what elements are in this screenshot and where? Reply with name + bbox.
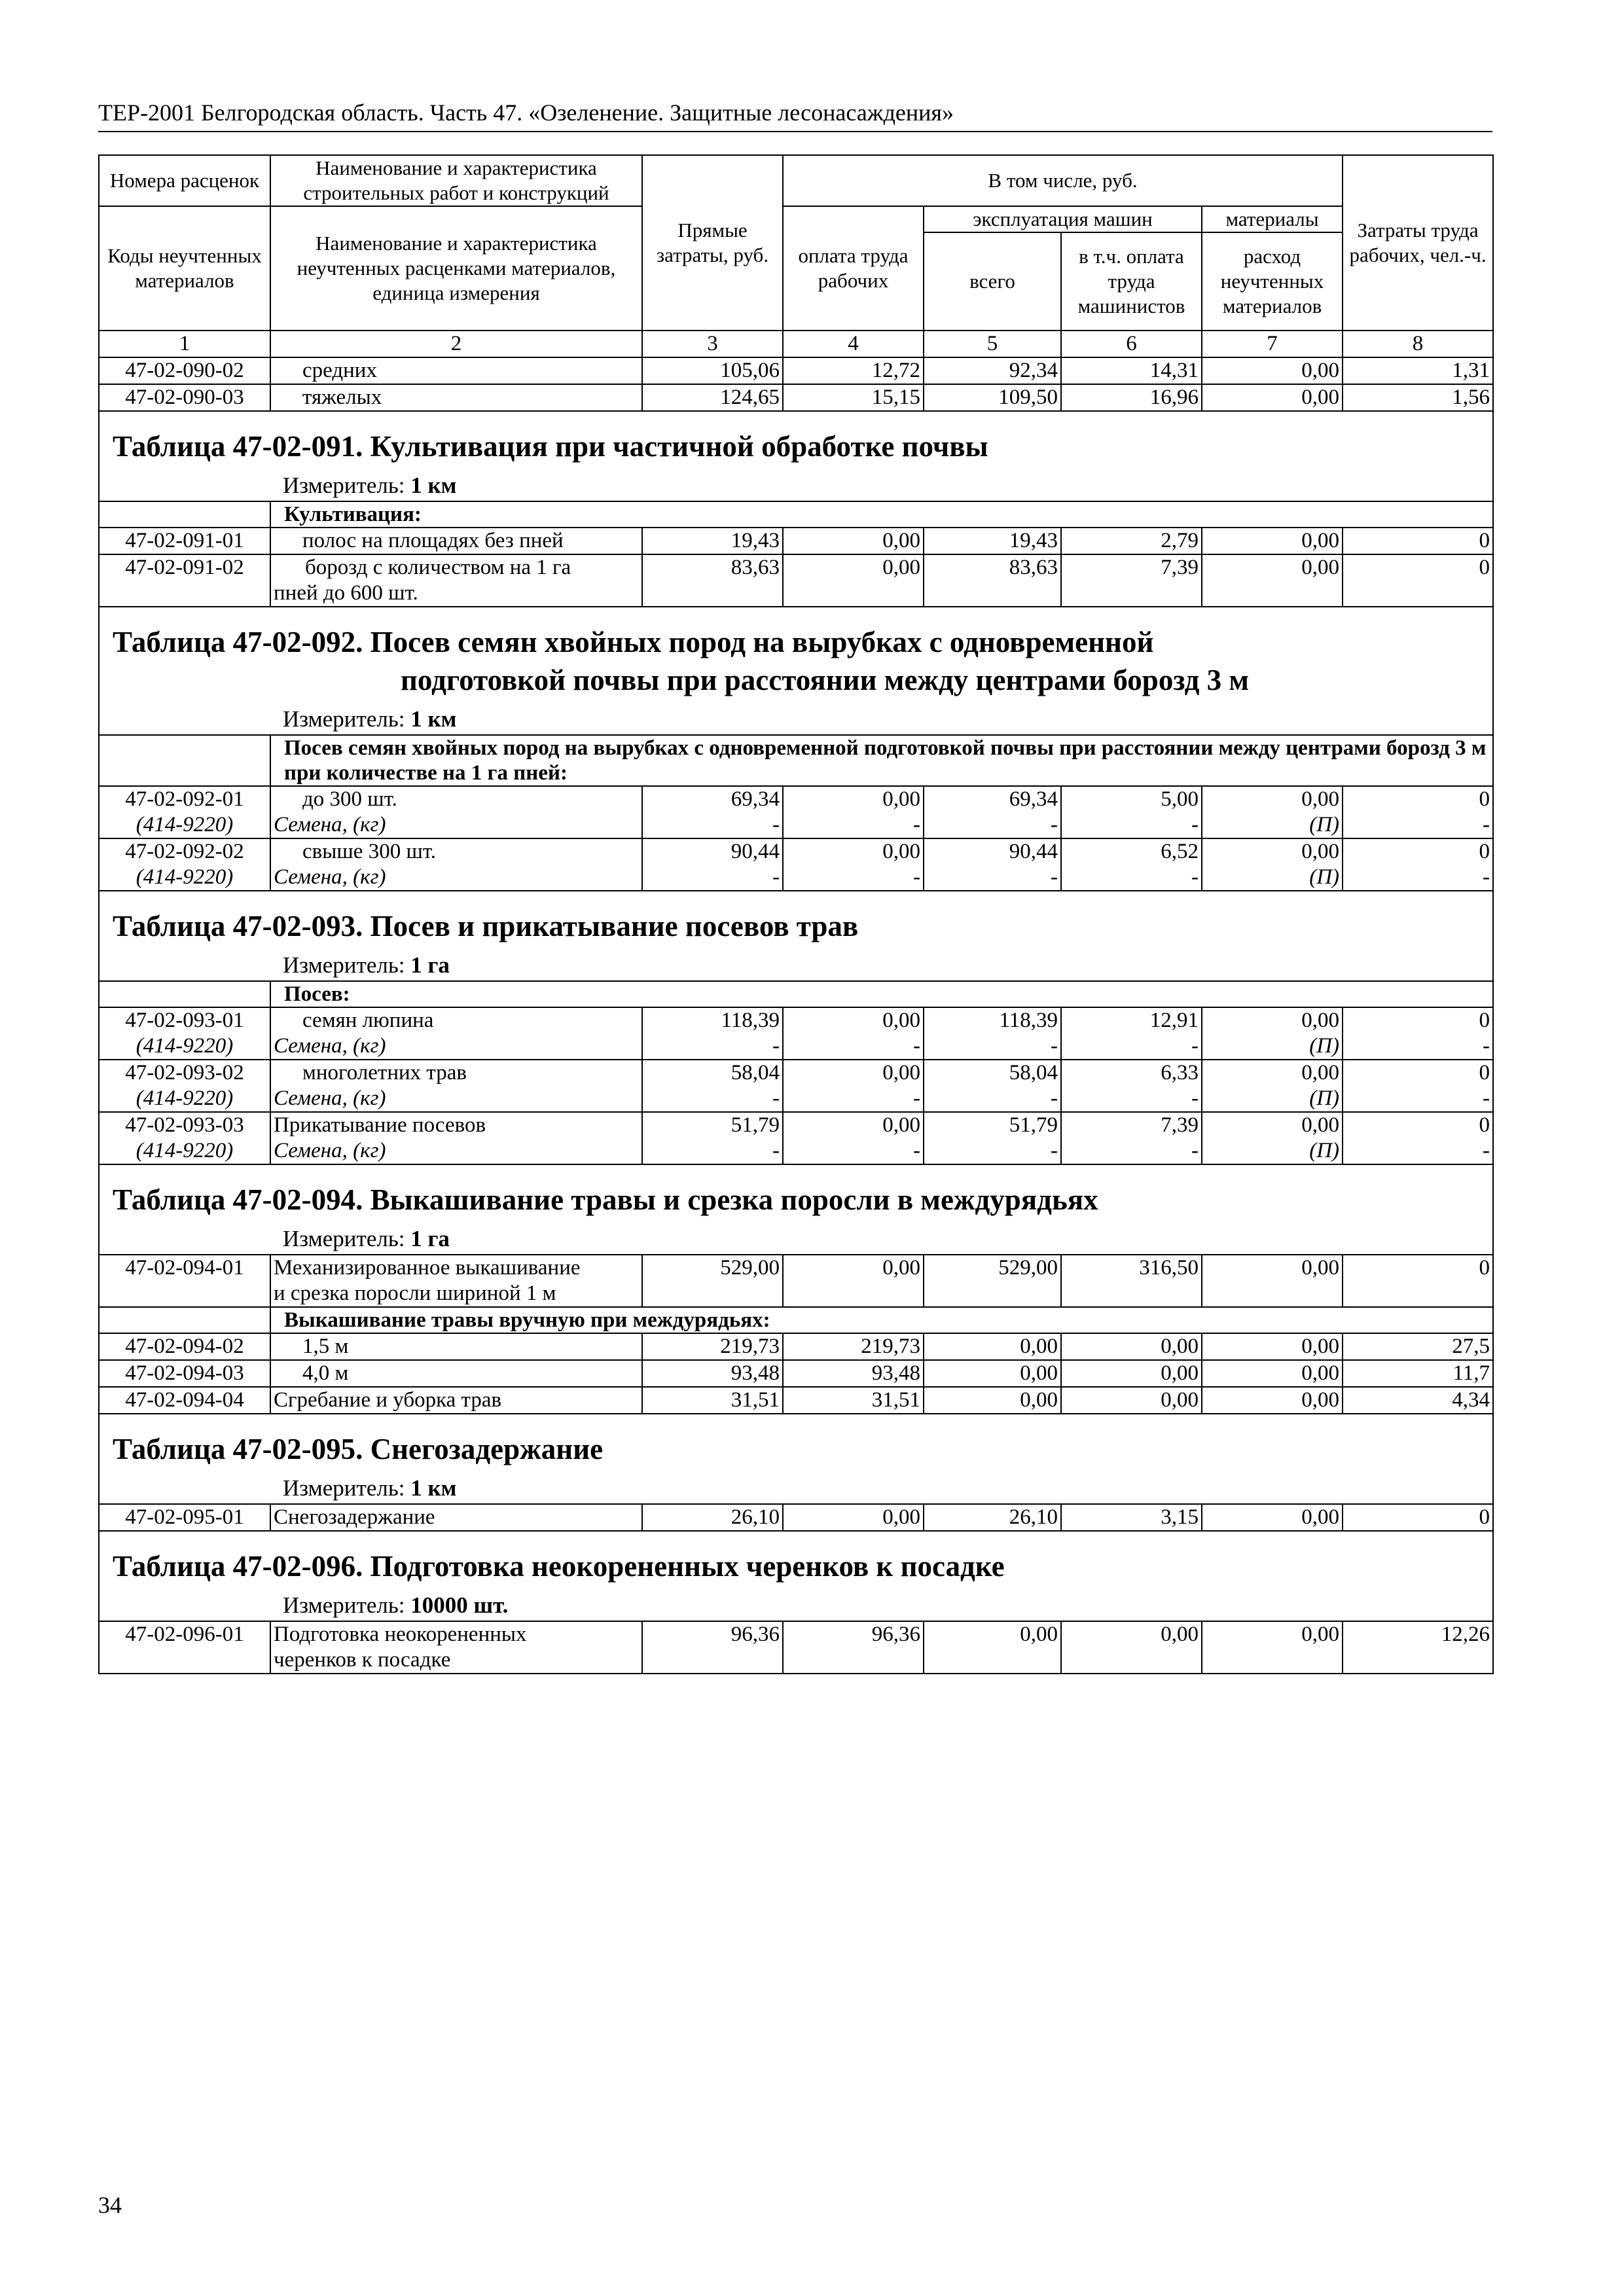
rate-code: 47-02-093-03 (414-9220) bbox=[99, 1112, 270, 1164]
cell-value: 0,00 bbox=[783, 528, 924, 554]
rate-name: Подготовка неокорененных черенков к посадке bbox=[270, 1621, 642, 1674]
cell-value: 219,73 bbox=[642, 1333, 783, 1360]
cell-value: 118,39 - bbox=[642, 1007, 783, 1060]
col7-header: расход неучтенных материалов bbox=[1202, 232, 1343, 331]
header-row-1 bbox=[99, 155, 1493, 206]
rate-code: 47-02-090-03 bbox=[99, 384, 270, 411]
group-row bbox=[99, 501, 1493, 528]
material-code: (414-9220) bbox=[135, 1139, 234, 1162]
cell-value: 0,00 (П) bbox=[1202, 786, 1343, 838]
rate-code: 47-02-091-01 bbox=[99, 528, 270, 554]
cell-value: 19,43 bbox=[924, 528, 1061, 554]
material-code: (414-9220) bbox=[135, 1086, 234, 1110]
cell-value: 0,00 (П) bbox=[1202, 838, 1343, 891]
rate-code: 47-02-093-02 (414-9220) bbox=[99, 1060, 270, 1112]
group-row bbox=[99, 1307, 1493, 1333]
material-name: Семена, (кг) bbox=[274, 865, 386, 889]
cell-value: 118,39 - bbox=[924, 1007, 1061, 1060]
table-row bbox=[99, 357, 1493, 384]
cell-value: 0,00 bbox=[1202, 1621, 1343, 1674]
cell-value: 0 bbox=[1343, 1255, 1493, 1307]
col8-header: Затраты труда рабочих, чел.-ч. bbox=[1343, 155, 1493, 331]
cell-value: 5,00 - bbox=[1061, 786, 1202, 838]
cell-value: 0,00 bbox=[1061, 1387, 1202, 1414]
col-number: 2 bbox=[270, 331, 642, 357]
table-row bbox=[99, 1333, 1493, 1360]
cell-value: 31,51 bbox=[783, 1387, 924, 1414]
cell-value: 0,00 bbox=[1202, 1333, 1343, 1360]
table-title: Таблица 47-02-095. Снегозадержание bbox=[113, 1433, 604, 1465]
cell-value: 0 - bbox=[1343, 1060, 1493, 1112]
cell-value: 0 bbox=[1343, 554, 1493, 607]
cell-value: 83,63 bbox=[642, 554, 783, 607]
cell-value: 124,65 bbox=[642, 384, 783, 411]
meter-line: Измеритель: 10000 шт. bbox=[283, 1592, 509, 1618]
col-number: 6 bbox=[1061, 331, 1202, 357]
col1-header: Номера расценок bbox=[99, 155, 270, 206]
section-091 bbox=[99, 411, 1493, 501]
material-code: (414-9220) bbox=[135, 865, 234, 889]
table-row bbox=[99, 1504, 1493, 1531]
incl-header: В том числе, руб. bbox=[783, 155, 1343, 206]
group-row bbox=[99, 735, 1493, 786]
cell-value: 7,39 - bbox=[1061, 1112, 1202, 1164]
material-name: Семена, (кг) bbox=[274, 1139, 386, 1162]
col6-header: в т.ч. оплата труда машинистов bbox=[1061, 232, 1202, 331]
rate-name: Механизированное выкашивание и срезка поросли шириной 1 м bbox=[270, 1255, 642, 1307]
cell-value: 92,34 bbox=[924, 357, 1061, 384]
table-row bbox=[99, 1360, 1493, 1387]
header-row-2 bbox=[99, 206, 1493, 232]
material-name: Семена, (кг) bbox=[274, 813, 386, 836]
cell-value: 0,00 - bbox=[783, 786, 924, 838]
rate-name: средних bbox=[270, 357, 642, 384]
col-number: 3 bbox=[642, 331, 783, 357]
group-label: Выкашивание травы вручную при междурядьях: bbox=[270, 1307, 1493, 1333]
cell-value: 27,5 bbox=[1343, 1333, 1493, 1360]
cell-value: 0,00 - bbox=[783, 1007, 924, 1060]
cell-value: 0 - bbox=[1343, 838, 1493, 891]
col4-header: оплата труда рабочих bbox=[783, 206, 924, 331]
table-row bbox=[99, 1621, 1493, 1674]
cell-value: 31,51 bbox=[642, 1387, 783, 1414]
col-number: 5 bbox=[924, 331, 1061, 357]
meter-line: Измеритель: 1 км bbox=[283, 473, 457, 498]
table-title: Таблица 47-02-093. Посев и прикатывание посевов трав bbox=[113, 910, 859, 942]
rate-name: семян люпина Семена, (кг) bbox=[270, 1007, 642, 1060]
group-label: Культивация: bbox=[270, 501, 1493, 528]
cell-value: 90,44 - bbox=[642, 838, 783, 891]
cell-value: 90,44 - bbox=[924, 838, 1061, 891]
cell-value: 529,00 bbox=[924, 1255, 1061, 1307]
table-row bbox=[99, 1112, 1493, 1164]
rate-code: 47-02-094-04 bbox=[99, 1387, 270, 1414]
rate-name: до 300 шт. Семена, (кг) bbox=[270, 786, 642, 838]
meter-line: Измеритель: 1 га bbox=[283, 1226, 450, 1251]
cell-value: 0,00 - bbox=[783, 1112, 924, 1164]
cell-value: 0,00 bbox=[1061, 1621, 1202, 1674]
table-title: Таблица 47-02-096. Подготовка неокорененных черенков к посадке bbox=[113, 1550, 1005, 1583]
cell-value: 3,15 bbox=[1061, 1504, 1202, 1531]
page-header: ТЕР-2001 Белгородская область. Часть 47. «Озеленение. Защитные лесонасаждения» bbox=[98, 97, 1492, 132]
cell-value: 0,00 (П) bbox=[1202, 1007, 1343, 1060]
cell-value: 0,00 - bbox=[783, 1060, 924, 1112]
cell-value: 4,34 bbox=[1343, 1387, 1493, 1414]
cell-value: 19,43 bbox=[642, 528, 783, 554]
cell-value: 0,00 bbox=[924, 1360, 1061, 1387]
cell-value: 69,34 - bbox=[924, 786, 1061, 838]
cell-value: 0,00 bbox=[1202, 1360, 1343, 1387]
page-number: 34 bbox=[98, 2192, 122, 2218]
table-row bbox=[99, 838, 1493, 891]
rate-name: многолетних трав Семена, (кг) bbox=[270, 1060, 642, 1112]
col3-header: Прямые затраты, руб. bbox=[642, 155, 783, 331]
section-092 bbox=[99, 607, 1493, 735]
cell-value: 0 bbox=[1343, 528, 1493, 554]
rate-name: тяжелых bbox=[270, 384, 642, 411]
group-label: Посев: bbox=[270, 981, 1493, 1007]
table-row bbox=[99, 1255, 1493, 1307]
table-title: Таблица 47-02-092. Посев семян хвойных пород на вырубках с одновременной подготовкой почвы при расстоянии между центрами борозд 3 м bbox=[113, 626, 1250, 696]
column-numbers-row bbox=[99, 331, 1493, 357]
table-row bbox=[99, 1387, 1493, 1414]
section-094 bbox=[99, 1164, 1493, 1255]
rate-name: свыше 300 шт. Семена, (кг) bbox=[270, 838, 642, 891]
cell-value: 0 - bbox=[1343, 1007, 1493, 1060]
cell-value: 51,79 - bbox=[642, 1112, 783, 1164]
cell-value: 0,00 - bbox=[783, 838, 924, 891]
rate-name: Прикатывание посевов Семена, (кг) bbox=[270, 1112, 642, 1164]
rate-code: 47-02-094-02 bbox=[99, 1333, 270, 1360]
material-code: (414-9220) bbox=[135, 813, 234, 836]
machines-header: эксплуатация машин bbox=[924, 206, 1202, 232]
cell-value: 0 - bbox=[1343, 786, 1493, 838]
cell-value: 0 bbox=[1343, 1504, 1493, 1531]
cell-value: 12,26 bbox=[1343, 1621, 1493, 1674]
cell-value: 7,39 bbox=[1061, 554, 1202, 607]
material-code: (414-9220) bbox=[135, 1034, 234, 1058]
cell-value: 11,7 bbox=[1343, 1360, 1493, 1387]
cell-value: 2,79 bbox=[1061, 528, 1202, 554]
table-row bbox=[99, 1060, 1493, 1112]
rate-name: борозд с количеством на 1 га пней до 600 шт. bbox=[270, 554, 642, 607]
group-row bbox=[99, 981, 1493, 1007]
section-095 bbox=[99, 1414, 1493, 1504]
rate-name: 1,5 м bbox=[270, 1333, 642, 1360]
cell-value: 529,00 bbox=[642, 1255, 783, 1307]
cell-value: 0,00 bbox=[1061, 1360, 1202, 1387]
cell-value: 1,56 bbox=[1343, 384, 1493, 411]
rate-code: 47-02-092-01 (414-9220) bbox=[99, 786, 270, 838]
col5-header: всего bbox=[924, 232, 1061, 331]
col2-header: Наименование и характеристика строительных работ и конструкций bbox=[270, 155, 642, 206]
cell-value: 93,48 bbox=[642, 1360, 783, 1387]
cell-value: 0,00 bbox=[783, 1255, 924, 1307]
cell-value: 15,15 bbox=[783, 384, 924, 411]
cell-value: 12,72 bbox=[783, 357, 924, 384]
col1b-header: Коды неучтенных материалов bbox=[99, 206, 270, 331]
table-row bbox=[99, 384, 1493, 411]
cell-value: 0,00 bbox=[1202, 1387, 1343, 1414]
cell-value: 105,06 bbox=[642, 357, 783, 384]
rate-name: Снегозадержание bbox=[270, 1504, 642, 1531]
cell-value: 0,00 bbox=[1202, 384, 1343, 411]
cell-value: 1,31 bbox=[1343, 357, 1493, 384]
meter-line: Измеритель: 1 км bbox=[283, 1475, 457, 1501]
cell-value: 6,52 - bbox=[1061, 838, 1202, 891]
cell-value: 0,00 bbox=[1202, 554, 1343, 607]
cell-value: 316,50 bbox=[1061, 1255, 1202, 1307]
cell-value: 83,63 bbox=[924, 554, 1061, 607]
cell-value: 0,00 bbox=[1202, 1255, 1343, 1307]
rates-table bbox=[98, 154, 1494, 1674]
col-number: 4 bbox=[783, 331, 924, 357]
rate-code: 47-02-093-01 (414-9220) bbox=[99, 1007, 270, 1060]
cell-value: 96,36 bbox=[783, 1621, 924, 1674]
table-row bbox=[99, 786, 1493, 838]
cell-value: 16,96 bbox=[1061, 384, 1202, 411]
cell-value: 69,34 - bbox=[642, 786, 783, 838]
cell-value: 0,00 (П) bbox=[1202, 1112, 1343, 1164]
rate-name: Сгребание и уборка трав bbox=[270, 1387, 642, 1414]
table-title: Таблица 47-02-091. Культивация при частичной обработке почвы bbox=[113, 430, 988, 463]
cell-value: 12,91 - bbox=[1061, 1007, 1202, 1060]
table-row bbox=[99, 554, 1493, 607]
group-label: Посев семян хвойных пород на вырубках с одновременной подготовкой почвы при расстоянии между центрами борозд 3 м при количестве на 1 га пней: bbox=[270, 735, 1493, 786]
material-name: Семена, (кг) bbox=[274, 1034, 386, 1058]
rate-name: 4,0 м bbox=[270, 1360, 642, 1387]
cell-value: 93,48 bbox=[783, 1360, 924, 1387]
cell-value: 109,50 bbox=[924, 384, 1061, 411]
cell-value: 58,04 - bbox=[642, 1060, 783, 1112]
cell-value: 219,73 bbox=[783, 1333, 924, 1360]
col-number: 7 bbox=[1202, 331, 1343, 357]
cell-value: 0,00 bbox=[783, 1504, 924, 1531]
cell-value: 26,10 bbox=[642, 1504, 783, 1531]
cell-value: 58,04 - bbox=[924, 1060, 1061, 1112]
rate-code: 47-02-096-01 bbox=[99, 1621, 270, 1674]
meter-line: Измеритель: 1 км bbox=[283, 706, 457, 732]
col-number: 1 bbox=[99, 331, 270, 357]
cell-value: 0,00 (П) bbox=[1202, 1060, 1343, 1112]
cell-value: 96,36 bbox=[642, 1621, 783, 1674]
cell-value: 26,10 bbox=[924, 1504, 1061, 1531]
rate-code: 47-02-095-01 bbox=[99, 1504, 270, 1531]
cell-value: 0,00 bbox=[924, 1333, 1061, 1360]
cell-value: 0,00 bbox=[783, 554, 924, 607]
cell-value: 0 - bbox=[1343, 1112, 1493, 1164]
cell-value: 0,00 bbox=[1061, 1333, 1202, 1360]
meter-line: Измеритель: 1 га bbox=[283, 952, 450, 978]
cell-value: 0,00 bbox=[1202, 357, 1343, 384]
cell-value: 0,00 bbox=[1202, 1504, 1343, 1531]
rate-code: 47-02-091-02 bbox=[99, 554, 270, 607]
cell-value: 0,00 bbox=[924, 1387, 1061, 1414]
materials-header: материалы bbox=[1202, 206, 1343, 232]
table-row bbox=[99, 1007, 1493, 1060]
col2b-header: Наименование и характеристика неучтенных расценками материалов, единица измерения bbox=[270, 206, 642, 331]
rate-code: 47-02-094-01 bbox=[99, 1255, 270, 1307]
cell-value: 0,00 bbox=[924, 1621, 1061, 1674]
cell-value: 6,33 - bbox=[1061, 1060, 1202, 1112]
rate-code: 47-02-094-03 bbox=[99, 1360, 270, 1387]
material-name: Семена, (кг) bbox=[274, 1086, 386, 1110]
cell-value: 14,31 bbox=[1061, 357, 1202, 384]
table-row bbox=[99, 528, 1493, 554]
rate-code: 47-02-090-02 bbox=[99, 357, 270, 384]
section-096 bbox=[99, 1531, 1493, 1621]
rate-code: 47-02-092-02 (414-9220) bbox=[99, 838, 270, 891]
cell-value: 51,79 - bbox=[924, 1112, 1061, 1164]
table-title: Таблица 47-02-094. Выкашивание травы и срезка поросли в междурядьях bbox=[113, 1183, 1098, 1216]
rate-name: полос на площадях без пней bbox=[270, 528, 642, 554]
cell-value: 0,00 bbox=[1202, 528, 1343, 554]
section-093 bbox=[99, 891, 1493, 981]
col-number: 8 bbox=[1343, 331, 1493, 357]
